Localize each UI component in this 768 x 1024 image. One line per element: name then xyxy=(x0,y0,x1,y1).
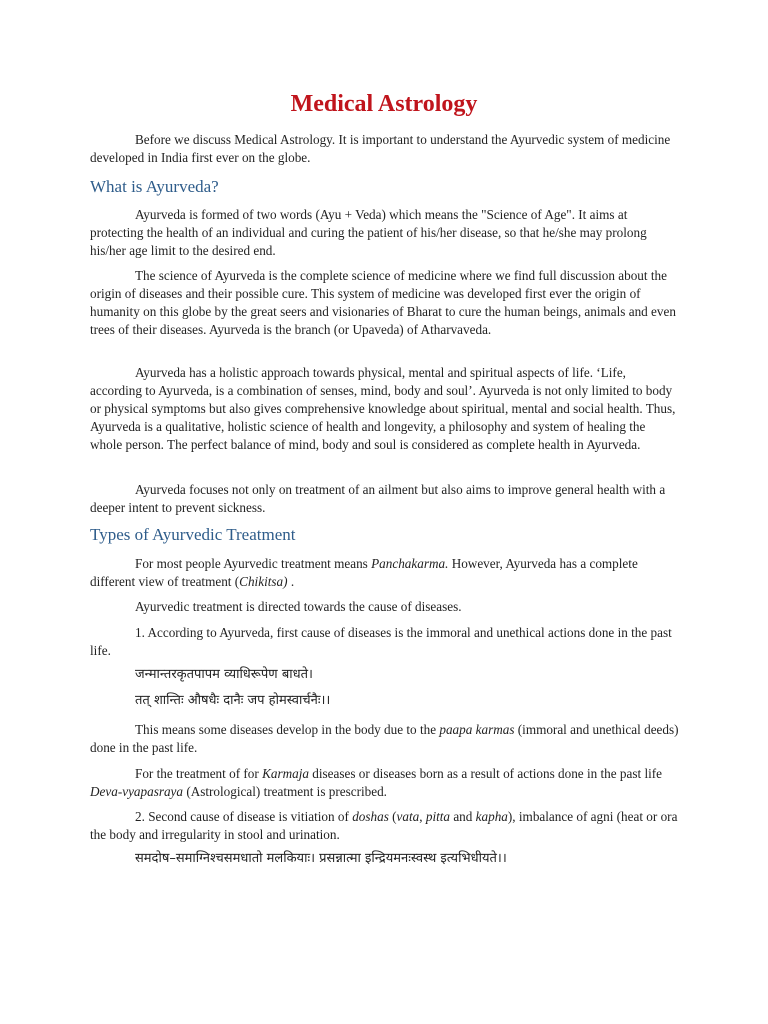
paragraph-ayurveda-holistic: Ayurveda has a holistic approach towards physical, mental and spiritual aspects of life. ‘Life, according to Ayurveda, is a combination of senses, mind, body and soul’. Ayurveda is not only limited to body or physical symptoms but also gives comprehensive knowledge about spiritual, mental and social health. Thus, Ayurveda is a qualitative, holistic science of health and longevity, a philosophy and system of healing the whole person. The perfect balance of mind, body and soul is considered as complete health in Ayurveda. xyxy=(90,365,676,452)
paragraph-first-cause: 1. According to Ayurveda, first cause of diseases is the immoral and unethical actions done in the past life. xyxy=(90,625,672,658)
paragraph-paapa-karmas: This means some diseases develop in the body due to the paapa karmas (immoral and unethical deeds) done in the past life. xyxy=(90,722,679,755)
sanskrit-verse-2: तत् शान्तिः औषधैः दानैः जप होमस्वार्चनैः।। xyxy=(135,693,331,708)
paragraph-second-cause: 2. Second cause of disease is vitiation of doshas (vata, pitta and kapha), imbalance of agni (heat or ora the body and irregularity in stool and urination. xyxy=(90,809,678,842)
intro-paragraph: Before we discuss Medical Astrology. It is important to understand the Ayurvedic system of medicine developed in India first ever on the globe. xyxy=(90,132,671,165)
sanskrit-verse-3: समदोष–समाग्निश्चसमधातो मलकियाः। प्रसन्नात्मा इन्द्रियमनःस्वस्थ इत्यभिधीयते।। xyxy=(135,851,507,866)
page-title: Medical Astrology xyxy=(290,91,478,117)
section-heading-types-of-treatment: Types of Ayurvedic Treatment xyxy=(90,525,296,544)
paragraph-karmaja-treatment: For the treatment of for Karmaja diseases or diseases born as a result of actions done in the past life Deva-vyapasraya (Astrological) treatment is prescribed. xyxy=(90,766,663,799)
paragraph-ayurveda-science: The science of Ayurveda is the complete science of medicine where we find full discussion about the origin of diseases and their possible cure. This system of medicine was developed first ever the origin of humanity on this globe by the great seers and visionaries of Bharat to cure the human beings, animals and even trees of their diseases. Ayurveda is the branch (or Upaveda) of Atharvaveda. xyxy=(90,268,676,337)
paragraph-treatment-view: For most people Ayurvedic treatment means Panchakarma. However, Ayurveda has a complete different view of treatment (Chikitsa) . xyxy=(90,556,638,589)
paragraph-ayurveda-focus: Ayurveda focuses not only on treatment of an ailment but also aims to improve general health with a deeper intent to prevent sickness. xyxy=(90,482,666,515)
section-heading-what-is-ayurveda: What is Ayurveda? xyxy=(90,177,219,196)
paragraph-ayurveda-definition: Ayurveda is formed of two words (Ayu + Veda) which means the "Science of Age". It aims at protecting the health of an individual and curing the patient of his/her disease, so that he/she may prolong his/her age limit to the desired end. xyxy=(90,207,647,258)
sanskrit-verse-1: जन्मान्तरकृतपापम व्याधिरूपेण बाधते। xyxy=(135,667,313,682)
paragraph-treatment-cause: Ayurvedic treatment is directed towards the cause of diseases. xyxy=(135,599,462,614)
